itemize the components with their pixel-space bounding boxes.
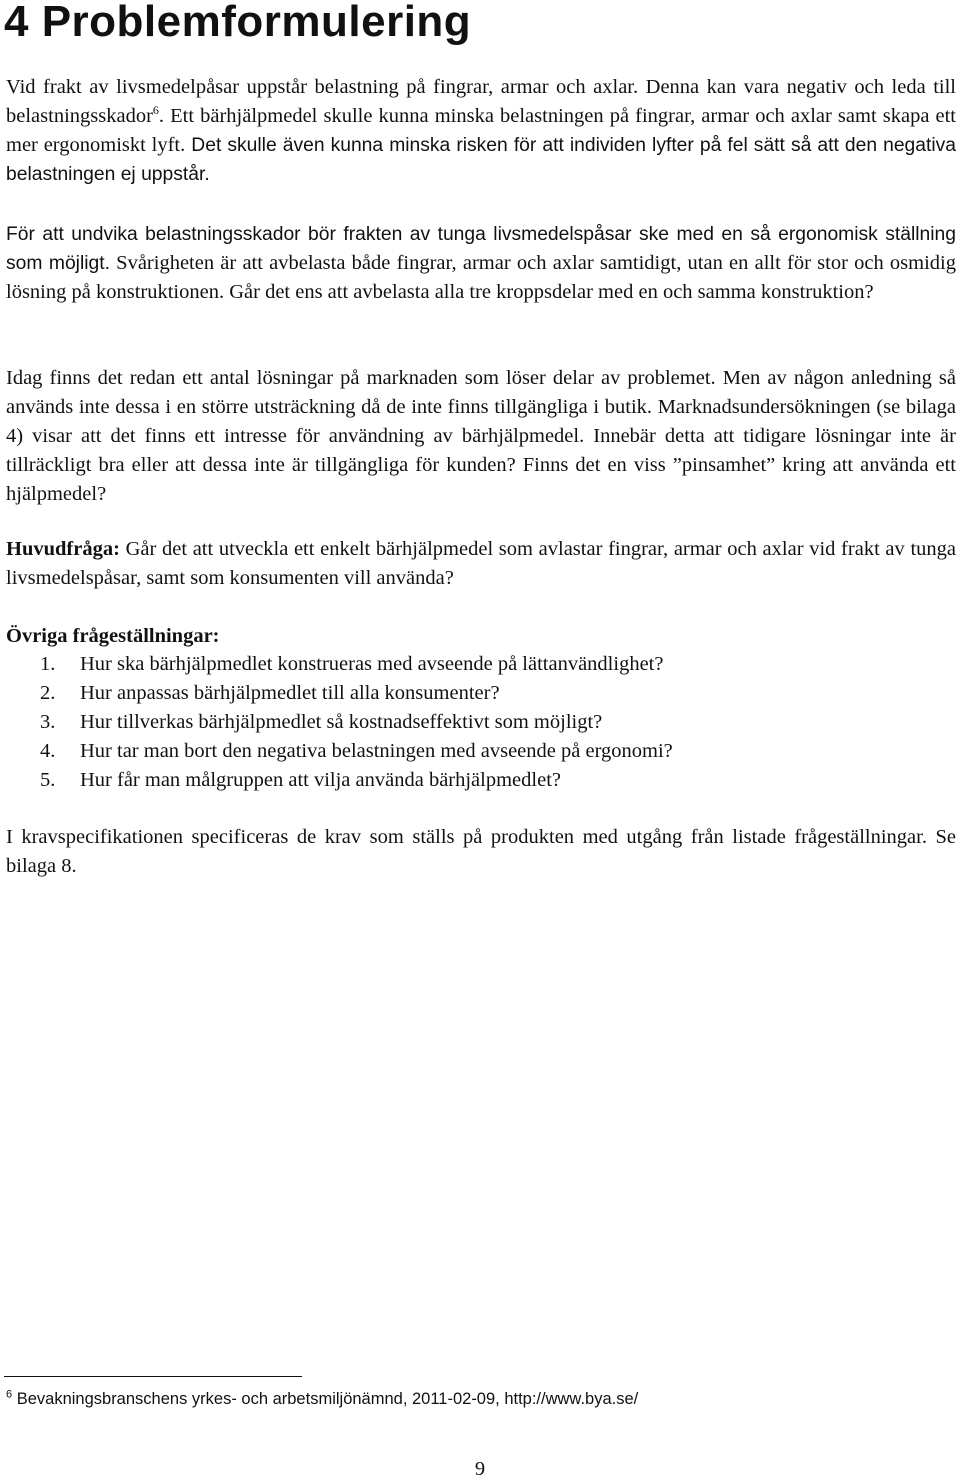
paragraph-ergonomics-text-2: Svårigheten är att avbelasta både fingrar, armar och axlar samtidigt, utan en allt för stor och osmidig lösning på konstruktionen. Går det ens att avbelasta alla tre kroppsdelar med en och samma konstruktion? [6, 252, 956, 303]
paragraph-intro-text-2: . Ett bärhjälpmedel skulle kunna minska belastningen på fingrar, armar och axlar samt skapa ett mer ergonomiskt lyft. [6, 105, 956, 156]
paragraph-main-question [6, 535, 956, 593]
paragraph-ergonomics-text-1: För att undvika belastningsskador bör frakten av tunga livsmedelspåsar ske med en så ergonomisk ställning som möjligt. [6, 224, 956, 274]
paragraph-requirements: I kravspecifikationen specificeras de krav som ställs på produkten med utgång från listade frågeställningar. Se bilaga 8. [6, 826, 956, 877]
list-item-number: 4. [40, 740, 56, 762]
footnote-reference: 6 [152, 103, 159, 118]
list-item-text: Hur ska bärhjälpmedlet konstrueras med avseende på lättanvändlighet? [80, 653, 664, 675]
footnote-separator [4, 1376, 302, 1377]
list-item [6, 708, 673, 737]
paragraph-ergonomics [6, 220, 956, 307]
list-item [6, 737, 673, 766]
list-item [6, 650, 673, 679]
paragraph-intro-text-3: Det skulle även kunna minska risken för att individen lyfter på fel sätt så att den negativa belastningen ej uppstår. [6, 135, 956, 185]
list-item-text: Hur får man målgruppen att vilja använda bärhjälpmedlet? [80, 769, 561, 791]
footnote-number: 6 [6, 1388, 13, 1401]
page-number: 9 [474, 1458, 486, 1480]
section-heading: 4 Problemformulering [4, 0, 472, 46]
paragraph-existing-solutions: Idag finns det redan ett antal lösningar på marknaden som löser delar av problemet. Men av någon anledning så används inte dessa i en större utsträckning då de inte finns tillgängliga i butik. Marknadsundersökningen (se bilaga 4) visar att det finns ett intresse för användning av bärhjälpmedel. Innebär detta att tidigare lösningar inte är tillräckligt bra eller att dessa inte är tillgängliga för kunden? Finns det en viss ”pinsamhet” kring att använda ett hjälpmedel? [6, 367, 956, 505]
list-item-text: Hur tillverkas bärhjälpmedlet så kostnadseffektivt som möjligt? [80, 711, 603, 733]
list-item-number: 2. [40, 682, 56, 704]
list-item-number: 5. [40, 769, 56, 791]
list-item-number: 1. [40, 653, 56, 675]
list-item [6, 679, 673, 708]
main-question-text: Går det att utveckla ett enkelt bärhjälpmedel som avlastar fingrar, armar och axlar vid frakt av tunga livsmedelspåsar, samt som konsumenten vill använda? [6, 538, 956, 589]
other-questions-heading: Övriga frågeställningar: [6, 625, 220, 647]
other-questions-list [6, 650, 673, 795]
list-item-number: 3. [40, 711, 56, 733]
footnote-text: Bevakningsbranschens yrkes- och arbetsmiljönämnd, 2011-02-09, http://www.bya.se/ [12, 1390, 639, 1408]
paragraph-intro [6, 73, 956, 189]
list-item-text: Hur anpassas bärhjälpmedlet till alla konsumenter? [80, 682, 500, 704]
list-item [6, 766, 673, 795]
paragraph-intro-text-1: Vid frakt av livsmedelpåsar uppstår belastning på fingrar, armar och axlar. Denna kan vara negativ och leda till belastningsskador [6, 76, 956, 127]
footnote [6, 1388, 638, 1410]
main-question-label: Huvudfråga: [6, 538, 120, 560]
list-item-text: Hur tar man bort den negativa belastningen med avseende på ergonomi? [80, 740, 673, 762]
